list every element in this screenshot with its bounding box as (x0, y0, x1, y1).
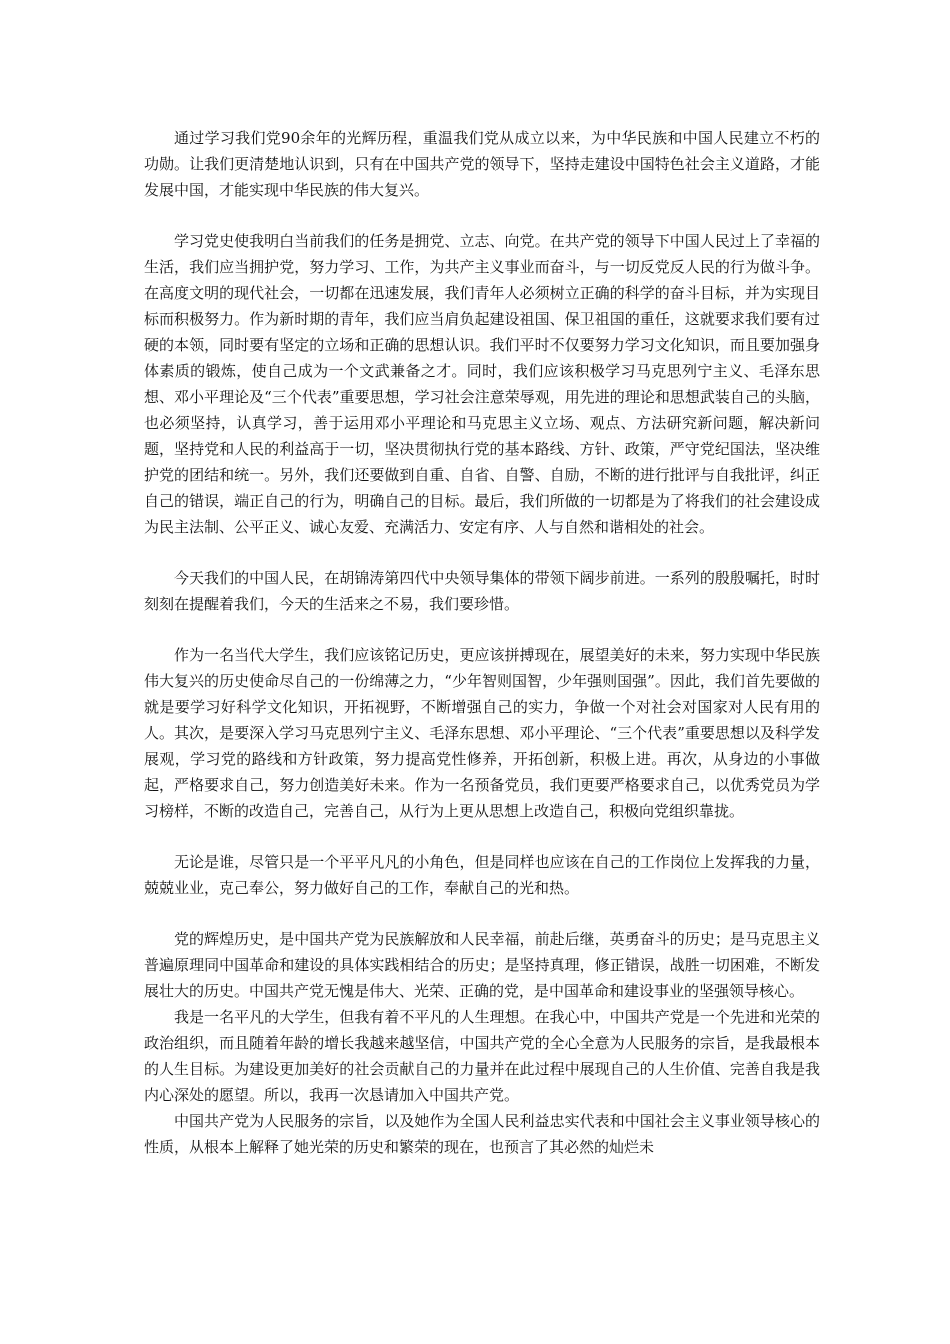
paragraph-8: 中国共产党为人民服务的宗旨，以及她作为全国人民利益忠实代表和中国社会主义事业领导核心的性质，从根本上解释了她光荣的历史和繁荣的现在，也预言了其必然的灿烂未 (144, 1112, 820, 1156)
paragraph-1: 通过学习我们党90余年的光辉历程，重温我们党从成立以来，为中华民族和中国人民建立不朽的功勋。让我们更清楚地认识到，只有在中国共产党的领导下，坚持走建设中国特色社会主义道路，才能发展中国，才能实现中华民族的伟大复兴。 (144, 129, 820, 199)
paragraph-5: 无论是谁，尽管只是一个平平凡凡的小角色，但是同样也应该在自己的工作岗位上发挥我的力量，兢兢业业，克己奉公，努力做好自己的工作，奉献自己的光和热。 (144, 853, 820, 897)
paragraph-7: 我是一名平凡的大学生，但我有着不平凡的人生理想。在我心中，中国共产党是一个先进和光荣的政治组织，而且随着年龄的增长我越来越坚信，中国共产党的全心全意为人民服务的宗旨，是我最根本的人生目标。为建设更加美好的社会贡献自己的力量并在此过程中展现自己的人生价值、完善自我是我内心深处的愿望。所以，我再一次恳请加入中国共产党。 (144, 1008, 820, 1104)
paragraph-3: 今天我们的中国人民，在胡锦涛第四代中央领导集体的带领下阔步前进。一系列的殷殷嘱托，时时刻刻在提醒着我们，今天的生活来之不易，我们要珍惜。 (144, 569, 820, 613)
paragraph-2: 学习党史使我明白当前我们的任务是拥党、立志、向党。在共产党的领导下中国人民过上了幸福的生活，我们应当拥护党，努力学习、工作，为共产主义事业而奋斗，与一切反党反人民的行为做斗争。在高度文明的现代社会，一切都在迅速发展，我们青年人必须树立正确的科学的奋斗目标，并为实现目标而积极努力。作为新时期的青年，我们应当肩负起建设祖国、保卫祖国的重任，这就要求我们要有过硬的本领，同时要有坚定的立场和正确的思想认识。我们平时不仅要努力学习文化知识，而且要加强身体素质的锻炼，使自己成为一个文武兼备之才。同时，我们应该积极学习马克思列宁主义、毛泽东思想、邓小平理论及“三个代表”重要思想，学习社会注意荣辱观，用先进的理论和思想武装自己的头脑，也必须坚持，认真学习，善于运用邓小平理论和马克思主义立场、观点、方法研究新问题，解决新问题，坚持党和人民的利益高于一切，坚决贯彻执行党的基本路线、方针、政策，严守党纪国法，坚决维护党的团结和统一。另外，我们还要做到自重、自省、自警、自励，不断的进行批评与自我批评，纠正自己的错误，端正自己的行为，明确自己的目标。最后，我们所做的一切都是为了将我们的社会建设成为民主法制、公平正义、诚心友爱、充满活力、安定有序、人与自然和谐相处的社会。 (144, 232, 820, 536)
paragraph-4: 作为一名当代大学生，我们应该铭记历史，更应该拼搏现在，展望美好的未来，努力实现中华民族伟大复兴的历史使命尽自己的一份绵薄之力，“少年智则国智，少年强则国强”。因此，我们首先要做的就是要学习好科学文化知识，开拓视野，不断增强自己的实力，争做一个对社会对国家对人民有用的人。其次，是要深入学习马克思列宁主义、毛泽东思想、邓小平理论、“三个代表”重要思想以及科学发展观，学习党的路线和方针政策，努力提高党性修养，开拓创新，积极上进。再次，从身边的小事做起，严格要求自己，努力创造美好未来。作为一名预备党员，我们更要严格要求自己，以优秀党员为学习榜样，不断的改造自己，完善自己，从行为上更从思想上改造自己，积极向党组织靠拢。 (144, 646, 820, 820)
paragraph-6: 党的辉煌历史，是中国共产党为民族解放和人民幸福，前赴后继，英勇奋斗的历史；是马克思主义普遍原理同中国革命和建设的具体实践相结合的历史；是坚持真理，修正错误，战胜一切困难，不断发展壮大的历史。中国共产党无愧是伟大、光荣、正确的党，是中国革命和建设事业的坚强领导核心。 (144, 930, 820, 1000)
document-body (144, 125, 820, 1160)
